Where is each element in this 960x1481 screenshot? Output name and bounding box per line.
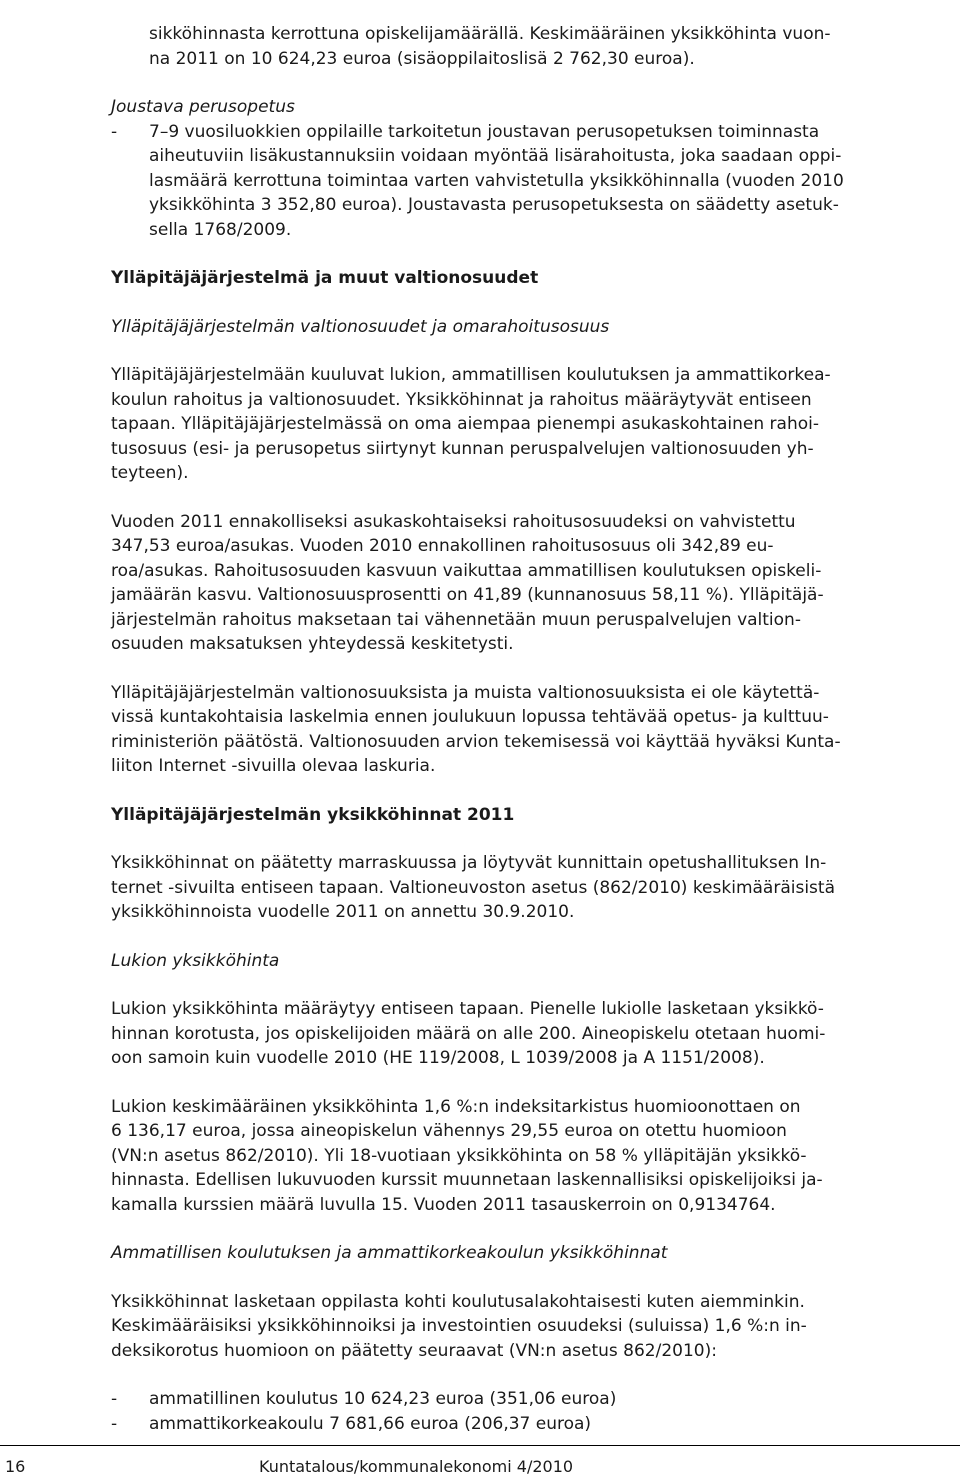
text-line: 6 136,17 euroa, jossa aineopiskelun vähennys 29,55 euroa on otettu huomioon bbox=[111, 1121, 787, 1141]
paragraph bbox=[111, 851, 931, 925]
list-dash: - bbox=[111, 121, 118, 142]
text-line: hinnan korotusta, jos opiskelijoiden määrä on alle 200. Aineopiskelu otetaan huomi- bbox=[111, 1023, 826, 1044]
page-content bbox=[111, 22, 931, 1436]
footer-divider bbox=[0, 1445, 960, 1446]
text-line: Ylläpitäjäjärjestelmään kuuluvat lukion, ammatillisen koulutuksen ja ammattikorkea- bbox=[111, 365, 831, 385]
paragraph bbox=[111, 997, 931, 1071]
flexible-line: lasmäärä kerrottuna toimintaa varten vahvistetulla yksikköhinnalla (vuoden 2010 bbox=[149, 170, 844, 191]
text-line: tapaan. Ylläpitäjäjärjestelmässä on oma aiempaa pienempi asukaskohtainen rahoi- bbox=[111, 414, 819, 434]
journal-title: Kuntatalous/kommunalekonomi 4/2010 bbox=[259, 1457, 574, 1476]
list-item: - ammatillinen koulutus 10 624,23 euroa (351,06 euroa) bbox=[111, 1387, 931, 1412]
text-line: Keskimääräisiksi yksikköhinnoiksi ja investointien osuudeksi (suluissa) 1,6 %:n in- bbox=[111, 1316, 807, 1336]
text-line: Vuoden 2011 ennakolliseksi asukaskohtaiseksi rahoitusosuudeksi on vahvistettu bbox=[111, 511, 796, 532]
text-line: osuuden maksatuksen yhteydessä keskitetysti. bbox=[111, 634, 514, 654]
paragraph bbox=[111, 363, 931, 486]
text-line: Lukion keskimääräinen yksikköhinta 1,6 %:n indeksitarkistus huomioonottaen on bbox=[111, 1096, 801, 1117]
intro-line: sikköhinnasta kerrottuna opiskelijamäärällä. Keskimääräinen yksikköhinta vuon- bbox=[149, 24, 831, 44]
list-dash: - bbox=[111, 1413, 118, 1434]
text-line: Yksikköhinnat on päätetty marraskuussa ja löytyvät kunnittain opetushallituksen In- bbox=[111, 853, 827, 873]
text-line: hinnasta. Edellisen lukuvuoden kurssit muunnetaan laskennallisiksi opiskelijoiksi ja- bbox=[111, 1170, 823, 1190]
text-line: (VN:n asetus 862/2010). Yli 18-vuotiaan yksikköhinta on 58 % ylläpitäjän yksikkö- bbox=[111, 1145, 807, 1166]
list-dash: - bbox=[111, 1389, 118, 1409]
text-line: kamalla kurssien määrä luvulla 15. Vuoden 2011 tasauskerroin on 0,9134764. bbox=[111, 1194, 776, 1215]
text-line: Lukion yksikköhinta määräytyy entiseen tapaan. Pienelle lukiolle lasketaan yksikkö- bbox=[111, 999, 824, 1019]
subheading-lukio: Lukion yksikköhinta bbox=[111, 950, 280, 971]
paragraph bbox=[111, 510, 931, 657]
flexible-line: yksikköhinta 3 352,80 euroa). Joustavasta perusopetuksesta on säädetty asetuk- bbox=[149, 195, 839, 215]
text-line: järjestelmän rahoitus maksetaan tai vähennetään muun peruspalvelujen valtion- bbox=[111, 609, 801, 630]
flexible-item-line: - 7–9 vuosiluokkien oppilaille tarkoitetun joustavan perusopetuksen toiminnasta bbox=[111, 120, 931, 145]
paragraph bbox=[111, 681, 931, 779]
paragraph bbox=[111, 1095, 931, 1218]
text-line: roa/asukas. Rahoitusosuuden kasvuun vaikuttaa ammatillisen koulutuksen opiskeli- bbox=[111, 560, 822, 581]
subheading-flexible: Joustava perusopetus bbox=[111, 97, 295, 117]
text-line: Yksikköhinnat lasketaan oppilasta kohti koulutusalakohtaisesti kuten aiemminkin. bbox=[111, 1291, 805, 1312]
list-item: - ammattikorkeakoulu 7 681,66 euroa (206,37 euroa) bbox=[111, 1412, 931, 1437]
text-line: yksikköhinnoista vuodelle 2011 on annettu 30.9.2010. bbox=[111, 902, 575, 922]
text-line: riministeriön päätöstä. Valtionosuuden arvion tekemisessä voi käyttää hyväksi Kunta- bbox=[111, 731, 841, 752]
text-line: deksikorotus huomioon on päätetty seuraavat (VN:n asetus 862/2010): bbox=[111, 1340, 717, 1361]
text-line: vissä kuntakohtaisia laskelmia ennen joulukuun lopussa tehtävää opetus- ja kulttuu- bbox=[111, 707, 829, 727]
intro-line: na 2011 on 10 624,23 euroa (sisäoppilaitoslisä 2 762,30 euroa). bbox=[149, 48, 695, 69]
flexible-line: sella 1768/2009. bbox=[149, 219, 292, 240]
text-line: tusosuus (esi- ja perusopetus siirtynyt kunnan peruspalvelujen valtionosuuden yh- bbox=[111, 438, 814, 459]
text-line: liiton Internet -sivuilla olevaa laskuria. bbox=[111, 756, 436, 776]
subheading-vos: Ylläpitäjäjärjestelmän valtionosuudet ja omarahoitusosuus bbox=[111, 316, 610, 337]
text-line: 347,53 euroa/asukas. Vuoden 2010 ennakollinen rahoitusosuus oli 342,89 eu- bbox=[111, 536, 774, 556]
paragraph bbox=[111, 1290, 931, 1364]
text-line: oon samoin kuin vuodelle 2010 (HE 119/2008, L 1039/2008 ja A 1151/2008). bbox=[111, 1048, 765, 1068]
subheading-amk: Ammatillisen koulutuksen ja ammattikorkeakoulun yksikköhinnat bbox=[111, 1243, 668, 1263]
text-line: koulun rahoitus ja valtionosuudet. Yksikköhinnat ja rahoitus määräytyvät entiseen bbox=[111, 389, 812, 410]
text-line: Ylläpitäjäjärjestelmän valtionosuuksista ja muista valtionosuuksista ei ole käytettä- bbox=[111, 682, 820, 703]
text-line: ternet -sivuilta entiseen tapaan. Valtioneuvoston asetus (862/2010) keskimääräisistä bbox=[111, 877, 835, 898]
section-heading-2: Ylläpitäjäjärjestelmän yksikköhinnat 2011 bbox=[111, 804, 515, 825]
text-line: jamäärän kasvu. Valtionosuusprosentti on 41,89 (kunnanosuus 58,11 %). Ylläpitäjä- bbox=[111, 585, 824, 605]
page-number: 16 bbox=[5, 1457, 26, 1476]
text-line: teyteen). bbox=[111, 463, 189, 483]
flexible-line: aiheutuviin lisäkustannuksiin voidaan myöntää lisärahoitusta, joka saadaan oppi- bbox=[149, 146, 842, 166]
section-heading-1: Ylläpitäjäjärjestelmä ja muut valtionosuudet bbox=[111, 268, 539, 288]
